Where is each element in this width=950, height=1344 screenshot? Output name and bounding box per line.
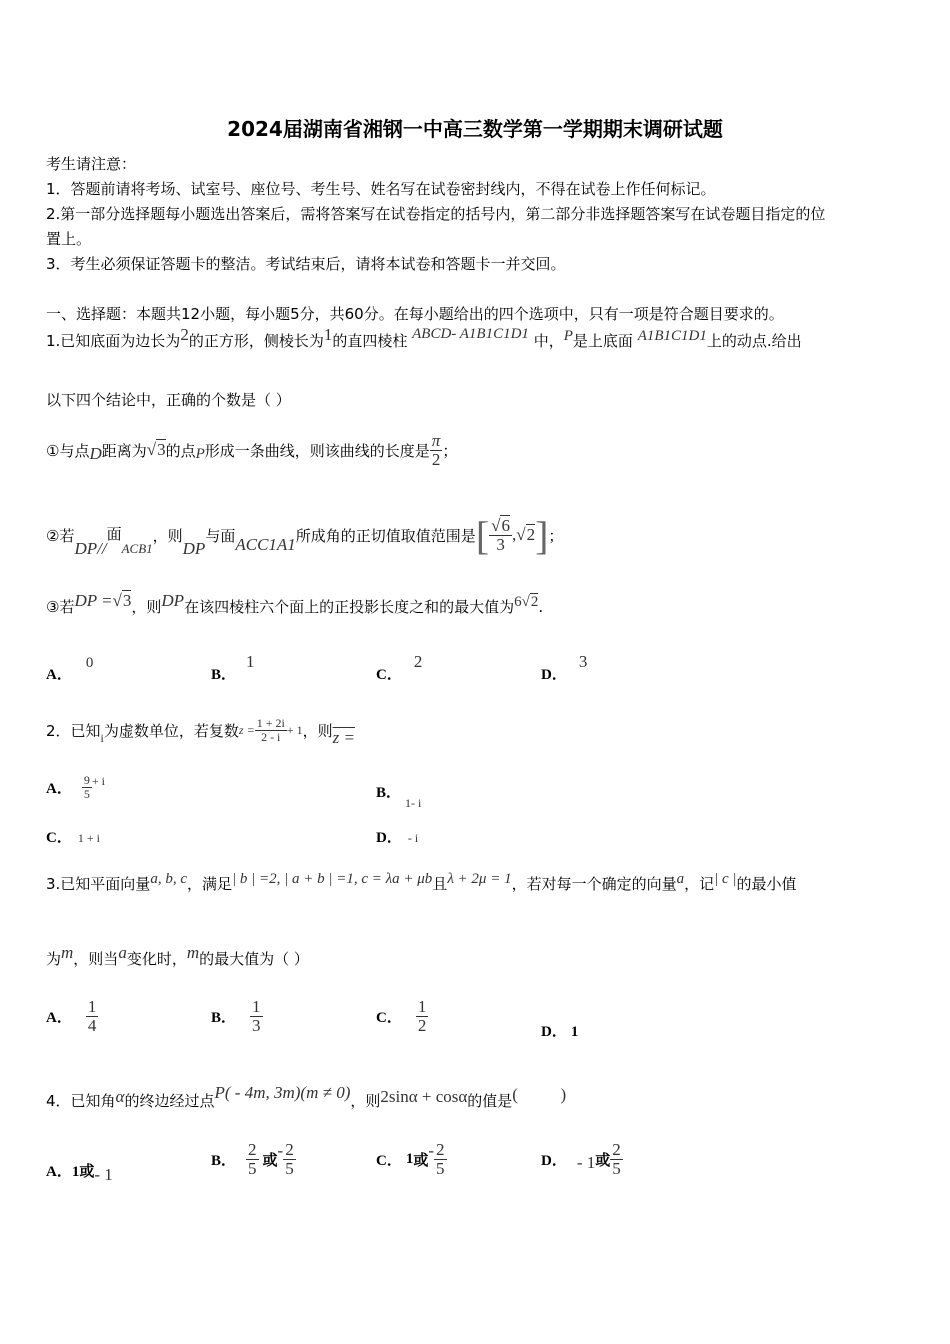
q1-stem-line-2: 以下四个结论中，正确的个数是（ ） — [46, 391, 291, 409]
q2-option-d[interactable]: D． - i — [376, 830, 419, 846]
q4-text-1: 4．已知角 — [46, 1092, 116, 1110]
s1-text-d: 形成一条曲线，则该曲线的长度是 — [204, 441, 430, 460]
q3-text-3: 且 — [432, 875, 448, 893]
q3-text-5: ，记 — [684, 875, 715, 893]
q4-option-c[interactable]: C． 1 或 - $\frac{2}{5}$ — [376, 1139, 445, 1178]
q2-plus-one: + 1 — [286, 722, 303, 737]
q3-m: m — [61, 943, 74, 962]
q2-option-a[interactable]: A． $\frac{9}{5}$ + i — [46, 773, 105, 801]
q2-imag-unit: i — [100, 730, 104, 745]
q3-text-6: 的最小值 — [736, 875, 797, 893]
q4-text-3: ，则 — [350, 1092, 381, 1110]
q4-text-4: 的值是 — [467, 1092, 513, 1110]
q1-statement-1 — [46, 426, 457, 474]
s1-text-e: ； — [442, 441, 458, 460]
q3-vector-a: a — [676, 871, 685, 887]
q3-option-d[interactable]: D． 1 — [541, 1024, 579, 1040]
q3-text-1: 3.已知平面向量 — [46, 875, 151, 893]
s1-fraction-pi-over-2: $\frac{\pi}{2}$ — [431, 430, 441, 469]
s3-text-c: 在该四棱柱六个面上的正投影长度之和的最大值为 — [184, 598, 515, 616]
s1-text-c: 的点 — [165, 441, 196, 460]
notice-line-2a: 2.第一部分选择题每小题选出答案后，需将答案写在试卷指定的括号内，第二部分非选择题答案写在试卷题目指定的位 — [46, 205, 826, 223]
s2-text-d: 所成角的正切值取值范围是 — [295, 526, 476, 545]
notice-line-2b: 置上。 — [46, 230, 92, 248]
s2-dp-parallel: DP// — [74, 539, 107, 558]
q4-option-d[interactable]: D． - 1 或 $\frac{2}{5}$ — [541, 1139, 621, 1178]
s2-text-c: 与面 — [205, 526, 236, 545]
s2-sqrt-2: ,√2 — [511, 525, 536, 544]
q2-text-1: 2．已知 — [46, 721, 101, 740]
q3-option-a[interactable]: A． $\frac{1}{4}$ — [46, 997, 97, 1035]
q2-z-equals: z = — [238, 722, 255, 737]
q2-text-3: ，则 — [302, 721, 333, 740]
notice-head: 考生请注意： — [46, 155, 137, 173]
q1-text-3: 的直四棱柱 — [332, 332, 408, 350]
q1-value-2: 2 — [180, 325, 189, 344]
q3-vectors: a, b, c — [150, 871, 187, 887]
s3-sqrt-2: √2 — [521, 594, 539, 610]
q1-value-1: 1 — [323, 325, 333, 344]
s1-point-p: P — [195, 445, 205, 462]
page-title: 2024届湖南省湘钢一中高三数学第一学期期末调研试题 — [227, 117, 723, 141]
s3-text-a: ③若 — [46, 598, 75, 616]
q3-text-2: ，满足 — [186, 875, 232, 893]
q2-z-bar: z = — [332, 728, 355, 747]
q3-option-c[interactable]: C． $\frac{1}{2}$ — [376, 997, 427, 1035]
q1-text-2: 的正方形，侧棱长为 — [188, 332, 324, 350]
q2-fraction: $\frac{1 + 2i}{2 - i}$ — [256, 715, 285, 744]
s3-dp-equals: DP = — [74, 591, 113, 610]
q1-point-p: P — [563, 328, 573, 344]
s3-sqrt-3: √3 — [112, 591, 132, 610]
s2-plane-acb1: ACB1 — [121, 541, 153, 556]
q2-a-fraction: $\frac{9}{5}$ — [83, 773, 90, 801]
q3-text-7: 为 — [46, 950, 62, 968]
q4-stem — [46, 1083, 567, 1111]
s3-text-b: ，则 — [131, 598, 162, 616]
q3-text-9: 变化时， — [126, 950, 187, 968]
q1-prism-name: ABCD- A1B1C1D1 — [412, 326, 529, 342]
s2-text-e: ； — [548, 526, 564, 545]
s1-point-d: D — [89, 444, 102, 463]
q3-stem-line-2 — [46, 943, 309, 969]
q3-m-2: m — [186, 943, 200, 962]
section-heading: 一、选择题：本题共12小题，每小题5分，共60分。在每小题给出的四个选项中，只有一项是符合题目要求的。 — [46, 305, 784, 323]
s2-face: 面 — [106, 524, 122, 543]
q1-text-6: 上的动点.给出 — [706, 332, 802, 350]
q1-top-face: A1B1C1D1 — [637, 328, 707, 344]
notice-line-1: 1．答题前请将考场、试室号、座位号、考生号、姓名写在试卷密封线内，不得在试卷上作任何标记。 — [46, 180, 716, 198]
q4-option-a[interactable]: A．1或- 1 — [46, 1164, 113, 1184]
q3-text-10: 的最大值为（ ） — [199, 950, 309, 968]
s2-fraction-sqrt6-over-3: $\frac{√6}{3}$ — [491, 515, 510, 554]
q1-option-b[interactable]: B．1 — [211, 652, 255, 683]
q3-abs-c: | c | — [714, 871, 737, 887]
q4-point: P( - 4m, 3m)(m ≠ 0) — [214, 1083, 351, 1102]
q3-a: a — [118, 943, 127, 962]
s3-six: 6 — [514, 594, 522, 610]
notice-line-3: 3．考生必须保证答题卡的整洁。考试结束后，请将本试卷和答题卡一并交回。 — [46, 255, 566, 273]
q2-text-2: 为虚数单位，若复数 — [103, 721, 239, 740]
q2-option-c[interactable]: C． 1 + i — [46, 830, 100, 846]
q1-text-1: 1.已知底面为边长为 — [46, 332, 181, 350]
s2-plane-acc1a1: ACC1A1 — [235, 535, 296, 554]
s1-sqrt-3: √3 — [146, 440, 166, 459]
q4-alpha: α — [115, 1087, 125, 1106]
s1-text-b: 距离为 — [101, 441, 147, 460]
q3-condition: | b | =2, | a + b | =1, c = λa + μb — [232, 871, 433, 887]
q4-expression: 2sinα + cosα — [380, 1087, 468, 1106]
q1-option-d[interactable]: D．3 — [541, 652, 588, 683]
q2-a-rest: + i — [91, 774, 105, 788]
q3-stem-line-1 — [46, 873, 797, 894]
q3-option-b[interactable]: B． $\frac{1}{3}$ — [211, 997, 261, 1035]
q1-statement-2 — [46, 505, 563, 565]
q4-option-b[interactable]: B． $\frac{2}{5}$ 或 - $\frac{2}{5}$ — [211, 1139, 294, 1178]
s1-text-a: ①与点 — [46, 441, 90, 460]
s2-text-b: ，则 — [152, 526, 183, 545]
q2-option-b[interactable]: B．$_{1- i}$ — [376, 785, 422, 810]
q1-option-c[interactable]: C．2 — [376, 652, 423, 683]
q2-stem — [46, 706, 355, 754]
q1-stem-line-1 — [46, 325, 802, 351]
q3-text-4: ，若对每一个确定的向量 — [511, 875, 677, 893]
q1-statement-3 — [46, 591, 544, 617]
q1-text-4: 中， — [533, 332, 564, 350]
s2-bracket-left: [ — [475, 512, 490, 558]
q4-answer-paren: ( ) — [512, 1085, 567, 1104]
s2-text-a: ②若 — [46, 526, 75, 545]
s2-dp: DP — [182, 539, 206, 558]
q1-text-5: 是上底面 — [572, 332, 633, 350]
q1-option-a[interactable]: A．0 — [46, 655, 94, 683]
s2-bracket-right: ] — [535, 512, 549, 558]
q3-condition-2: λ + 2μ = 1 — [447, 871, 512, 887]
s3-dp: DP — [161, 591, 185, 610]
s3-text-d: . — [538, 598, 544, 616]
q4-text-2: 的终边经过点 — [124, 1092, 215, 1110]
q3-text-8: ，则当 — [73, 950, 119, 968]
